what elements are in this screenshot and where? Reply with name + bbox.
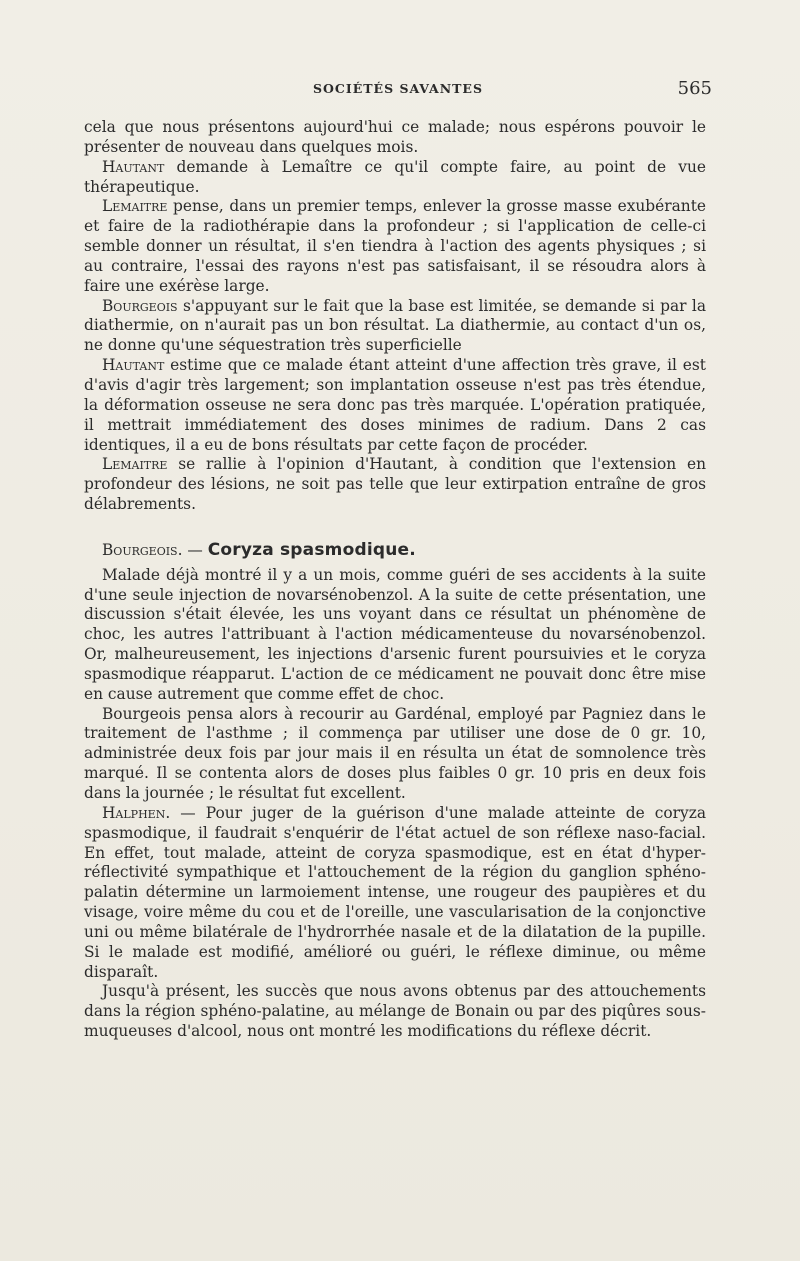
paragraph-text: — Pour juger de la guérison d'une malade atteinte de coryza spasmodique, il faudrait s'enquérir de l'état actuel de son réflexe naso-facial. En effet, tout malade, atteint de coryza spasmodique, est en état d'hyper-réflectivité sympathique et l'attouchement de la région du ganglion sphéno-palatin détermine un larmoiement intense, une rougeur des paupières et du visage, voire même du cou et de l'oreille, une vascularisation de la conjonctive uni ou même bilatérale de l'hydrorrhée nasale et de la dilatation de la pupille. Si le malade est modifié, amélioré ou guéri, le réflexe diminue, ou même disparaît. xyxy=(84,803,706,981)
section-dash: — xyxy=(182,540,208,559)
paragraph-4 xyxy=(84,297,706,357)
speaker-name: Hautant xyxy=(102,356,165,375)
paragraph-2 xyxy=(84,158,706,198)
section-author: Bourgeois. xyxy=(102,540,183,559)
speaker-name: Hautant xyxy=(102,157,165,176)
paragraph-text: demande à Lemaître ce qu'il compte faire, au point de vue thérapeutique. xyxy=(84,157,706,196)
page-number: 565 xyxy=(677,78,712,99)
page-header xyxy=(84,78,712,102)
speaker-name: Bourgeois xyxy=(102,296,178,315)
paragraph-text: estime que ce malade étant atteint d'une affection très grave, il est d'avis d'agir très largement; son implantation osseuse n'est pas très étendue, la déformation osseuse ne sera donc pas très marquée. L'opération pratiquée, il mettrait immédiatement des doses minimes de radium. Dans 2 cas identiques, il a eu de bons résultats par cette façon de procéder. xyxy=(84,356,706,454)
paragraph-text: pense, dans un premier temps, enlever la grosse masse exubérante et faire de la radiothérapie dans la profondeur ; si l'application de celle-ci semble donner un résultat, il s'en tiendra à l'action des agents physiques ; si au contraire, l'essai des rayons n'est pas satisfaisant, il se résoudra alors à faire une exérèse large. xyxy=(84,197,706,295)
paragraph-10: Jusqu'à présent, les succès que nous avons obtenus par des attouchements dans la région sphéno-palatine, au mélange de Bonain ou par des piqûres sous-muqueuses d'alcool, nous ont montré les modifications du réflexe décrit. xyxy=(84,982,706,1041)
running-head: SOCIÉTÉS SAVANTES xyxy=(313,81,483,96)
paragraph-text: s'appuyant sur le fait que la base est limitée, se demande si par la diathermie, on n'aurait pas un bon résultat. La diathermie, au contact d'un os, ne donne qu'une séquestration très superficielle xyxy=(84,296,706,355)
paragraph-5 xyxy=(84,356,706,455)
paragraph-7: Malade déjà montré il y a un mois, comme guéri de ses accidents à la suite d'une seule injection de novarsénobenzol. A la suite de cette présentation, une discussion s'était élevée, les uns voyant dans ce résultat un phénomène de choc, les autres l'attribuant à l'action médicamenteuse du novarsénobenzol. Or, malheureusement, les injections d'arsenic furent poursuivies et le coryza spasmodique réapparut. L'action de ce médicament ne pouvait donc être mise en cause autrement que comme effet de choc. xyxy=(84,565,706,703)
speaker-name: Halphen. xyxy=(102,803,171,822)
paragraph-8: Bourgeois pensa alors à recourir au Gardénal, employé par Pagniez dans le traitement de l'asthme ; il commença par utiliser une dose de 0 gr. 10, administrée deux fois par jour mais il en résulta un état de somnolence très marqué. Il se contenta alors de doses plus faibles 0 gr. 10 pris en deux fois dans la journée ; le résultat fut excellent. xyxy=(84,704,706,802)
speaker-name: Lemaitre xyxy=(102,197,168,216)
paragraph-1: cela que nous présentons aujourd'hui ce malade; nous espérons pouvoir le présenter de nouveau dans quelques mois. xyxy=(84,118,706,156)
section-heading xyxy=(84,541,706,561)
speaker-name: Lemaitre xyxy=(102,455,168,474)
paragraph-text: se rallie à l'opinion d'Hautant, à condition que l'extension en profondeur des lésions, ne soit pas telle que leur extirpation entraîne de gros délabrements. xyxy=(84,455,706,514)
article-body xyxy=(84,118,706,1042)
paragraph-3 xyxy=(84,197,706,296)
paragraph-9 xyxy=(84,804,706,983)
paragraph-6 xyxy=(84,455,706,515)
section-title: Coryza spasmodique. xyxy=(207,539,416,560)
